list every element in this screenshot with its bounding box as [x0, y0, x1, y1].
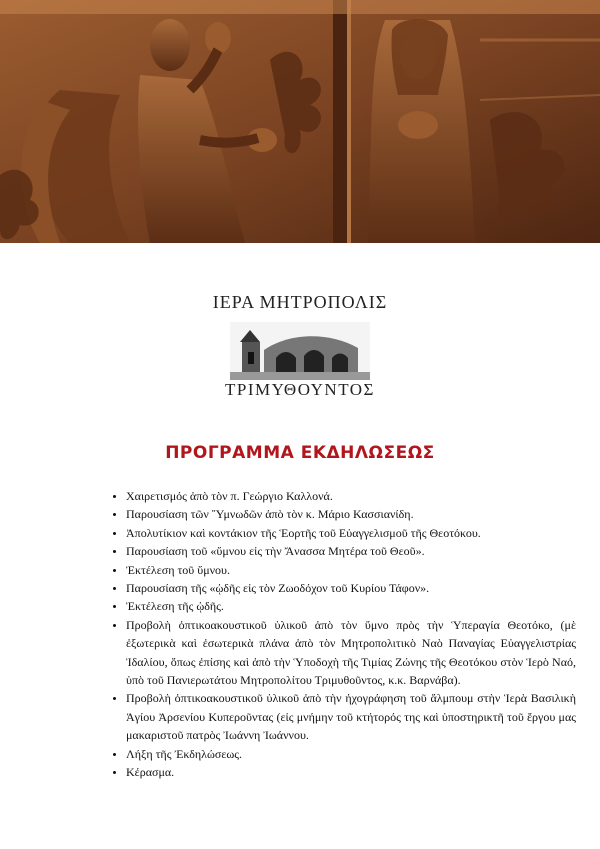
list-item: • Λήξη τῆς Ἐκδηλώσεως.: [126, 745, 576, 763]
list-item: • Προβολὴ ὀπτικοακουστικοῦ ὑλικοῦ ἀπὸ τὴν ἠχογράφηση τοῦ ἄλμπουμ στὴν Ἱερὰ Βασιλικὴ Ἁγίου Ἀρσενίου Κυπεροῦντας (εἰς μνήμην τοῦ κτήτορός της καὶ ὑποστηρικτῆ τοῦ ἔργου μας μακαριστοῦ πατρὸς Ἰωάννη Ἰωάννου.: [126, 689, 576, 744]
list-item: • Προβολὴ ὀπτικοακουστικοῦ ὑλικοῦ ἀπὸ τὸν ὕμνο πρὸς τὴν Ὑπεραγία Θεοτόκο, (μὲ ἐξωτερικὰ καὶ ἐσωτερικὰ πλάνα ἀπὸ τὸν Μητροπολιτικὸ Ναὸ Παναγίας Εὐαγγελιστρίας Ἰδαλίου, ὅπως ἐπίσης καὶ ἀπὸ τὴν Ὑποδοχὴ τῆς Τιμίας Ζώνης τῆς Θεοτόκου στὸν Ἱερὸ Ναό, ὑπὸ τοῦ Πανιερωτάτου Μητροπολίτου Τριμυθοῦντος, κ.κ. Βαρνάβα).: [126, 616, 576, 690]
wood-carving-image: [0, 0, 600, 243]
wood-carving-illustration: [0, 0, 600, 243]
church-icon: [230, 322, 370, 385]
program-list: [110, 487, 576, 782]
list-item: • Ἀπολυτίκιον καὶ κοντάκιον τῆς Ἑορτῆς τοῦ Εὐαγγελισμοῦ τῆς Θεοτόκου.: [126, 524, 576, 542]
list-item: • Χαιρετισμός ἀπὸ τὸν π. Γεώργιο Καλλονά.: [126, 487, 576, 505]
metropolis-logo: [0, 292, 600, 404]
logo-bottom-text: ΤΡΙΜΥΘΟΥΝΤΟΣ: [225, 380, 375, 399]
list-item: • Κέρασμα.: [126, 763, 576, 781]
list-item: • Παρουσίαση τῆς «ᾠδῆς εἰς τὸν Ζωοδόχον τοῦ Κυρίου Τάφον».: [126, 579, 576, 597]
list-item: • Ἐκτέλεση τῆς ᾠδῆς.: [126, 597, 576, 615]
program-title: ΠΡΟΓΡΑΜΜΑ ΕΚΔΗΛΩΣΕΩΣ: [165, 443, 435, 463]
list-item: • Παρουσίαση τοῦ «ὕμνου εἰς τὴν Ἄνασσα Μητέρα τοῦ Θεοῦ».: [126, 542, 576, 560]
list-item: • Παρουσίαση τῶν ῞Υμνωδῶν ἀπὸ τὸν κ. Μάριο Κασσιανίδη.: [126, 505, 576, 523]
logo-top-text: ΙΕΡΑ ΜΗΤΡΟΠΟΛΙΣ: [212, 292, 388, 312]
list-item: • Ἐκτέλεση τοῦ ὕμνου.: [126, 561, 576, 579]
